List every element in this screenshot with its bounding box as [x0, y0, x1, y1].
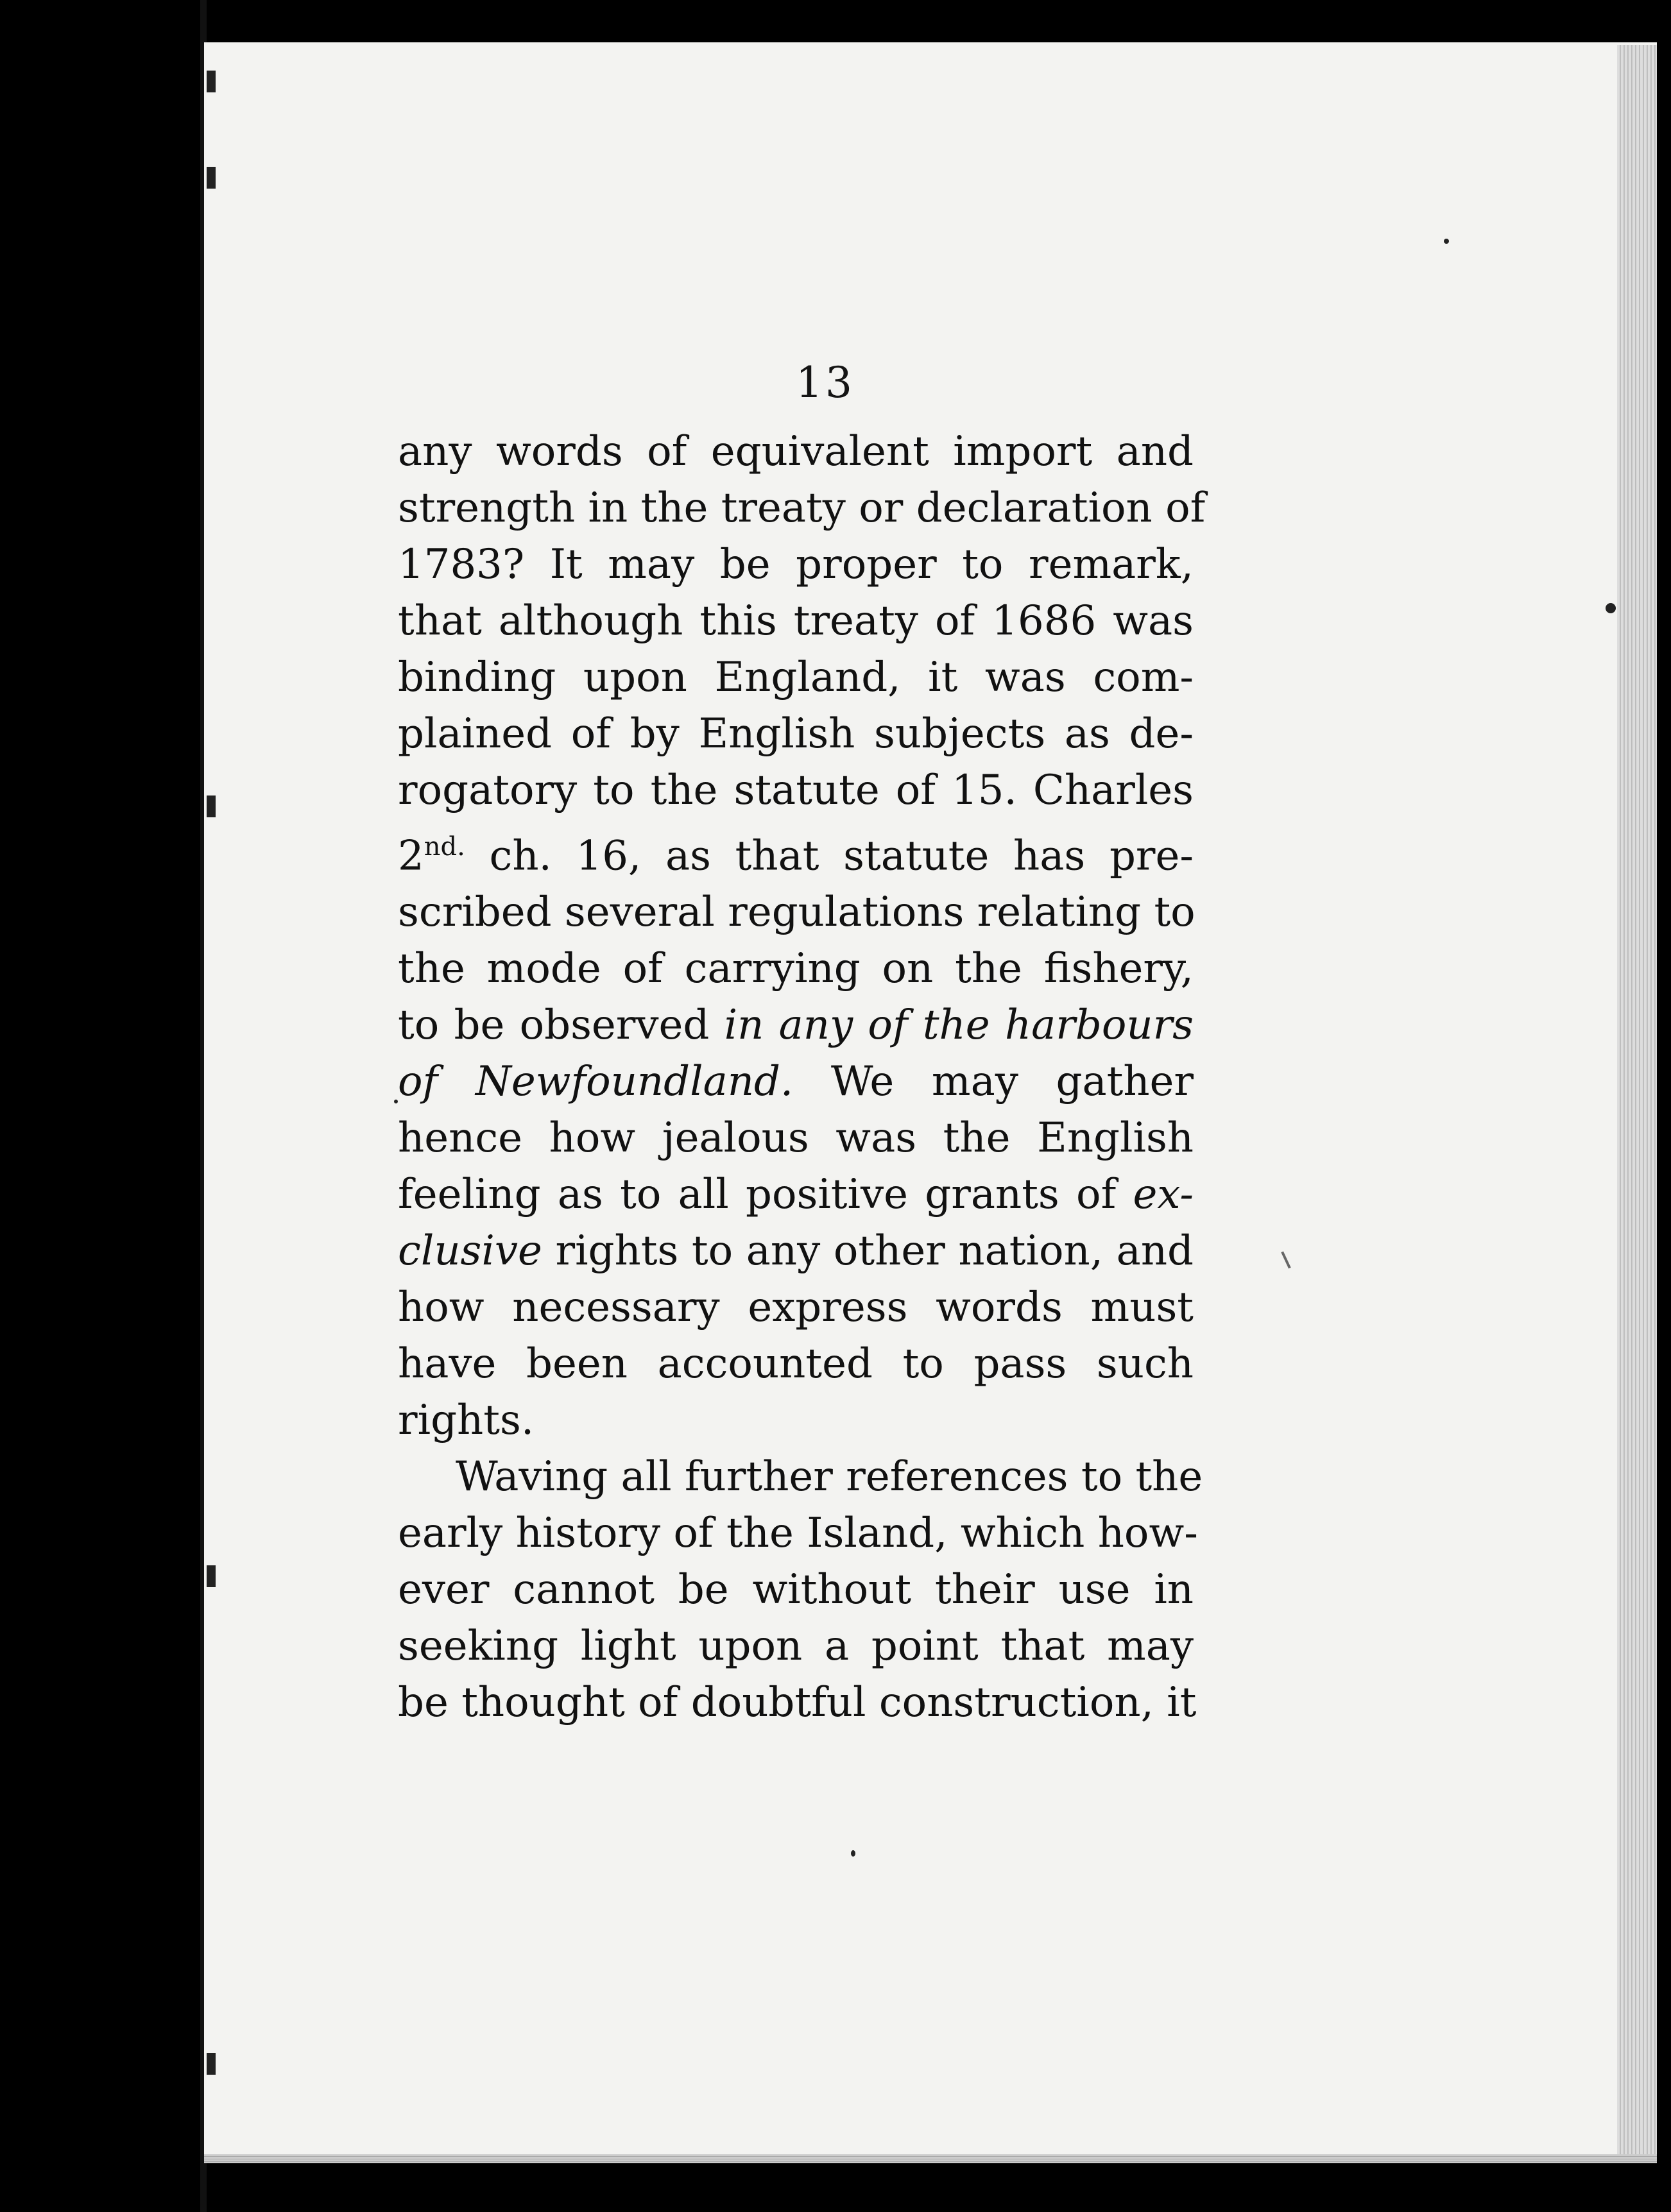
italic-text: clusive	[398, 1227, 542, 1275]
text-segment: the mode of carrying on the fishery,	[398, 945, 1194, 993]
text-segment: hence how jealous was the English	[398, 1114, 1194, 1162]
stitch-mark	[207, 167, 216, 189]
speck	[1444, 239, 1449, 244]
text-segment: 1783? It may be proper to remark,	[398, 541, 1194, 588]
text-line	[398, 1561, 1194, 1618]
text-segment: binding upon England, it was com-	[398, 654, 1194, 701]
page-number: 13	[796, 358, 855, 407]
text-segment: seeking light upon a point that may	[398, 1622, 1194, 1671]
italic-text: of Newfoundland.	[398, 1058, 794, 1106]
speck	[851, 1850, 855, 1857]
text-segment: We may gather	[793, 1058, 1194, 1106]
superscript-text: nd.	[424, 832, 465, 862]
page-bottom-edge	[204, 2154, 1657, 2163]
stitch-mark	[207, 2053, 216, 2075]
page-edges	[1617, 45, 1657, 2156]
stitch-mark	[207, 795, 216, 817]
text-segment: Waving all further references to the	[456, 1453, 1203, 1501]
text-segment: how necessary express words must	[398, 1284, 1194, 1332]
text-segment: rights.	[398, 1397, 535, 1445]
text-line	[398, 593, 1194, 649]
italic-text: ex-	[1133, 1171, 1194, 1219]
text-line	[398, 1053, 1194, 1110]
text-line	[398, 1223, 1194, 1279]
text-line	[398, 1336, 1194, 1392]
text-line	[398, 423, 1194, 480]
text-line	[398, 1166, 1194, 1223]
text-line	[398, 819, 1194, 884]
text-segment: have been accounted to pass such	[398, 1340, 1194, 1388]
text-line	[398, 884, 1194, 940]
text-segment: any words of equivalent import and	[398, 428, 1194, 475]
text-line	[398, 1505, 1198, 1561]
text-line	[398, 1449, 1203, 1505]
text-line	[398, 1618, 1194, 1674]
text-segment: to be observed	[398, 1001, 724, 1050]
text-segment: rights to any other nation, and	[542, 1227, 1194, 1275]
text-line	[398, 762, 1194, 819]
text-line	[398, 1674, 1197, 1731]
text-segment: ch. 16, as that statute has pre-	[465, 832, 1194, 880]
text-segment: be thought of doubtful construction, it	[398, 1679, 1197, 1727]
speck	[1606, 603, 1616, 613]
text-segment: 2	[398, 832, 424, 880]
text-segment: strength in the treaty or declaration of	[398, 484, 1206, 532]
stitch-mark	[207, 71, 216, 92]
text-line	[398, 1392, 1194, 1449]
text-line	[398, 1279, 1194, 1336]
body-text	[398, 423, 1206, 1731]
text-segment: rogatory to the statute of 15. Charles	[398, 767, 1194, 814]
text-line	[398, 649, 1194, 706]
text-line	[398, 1110, 1194, 1166]
text-line	[398, 940, 1194, 997]
stitch-mark	[207, 1565, 216, 1587]
text-line	[398, 536, 1194, 593]
text-line	[398, 480, 1206, 536]
text-segment: early history of the Island, which how-	[398, 1510, 1198, 1558]
text-segment: scribed several regulations relating to	[398, 889, 1195, 937]
text-segment: ever cannot be without their use in	[398, 1566, 1194, 1614]
text-segment: feeling as to all positive grants of	[398, 1171, 1133, 1219]
italic-text: in any of the harbours	[724, 1001, 1194, 1050]
text-line	[398, 706, 1194, 762]
text-segment: plained of by English subjects as de-	[398, 710, 1194, 758]
text-segment: that although this treaty of 1686 was	[398, 597, 1194, 645]
text-line	[398, 997, 1194, 1053]
